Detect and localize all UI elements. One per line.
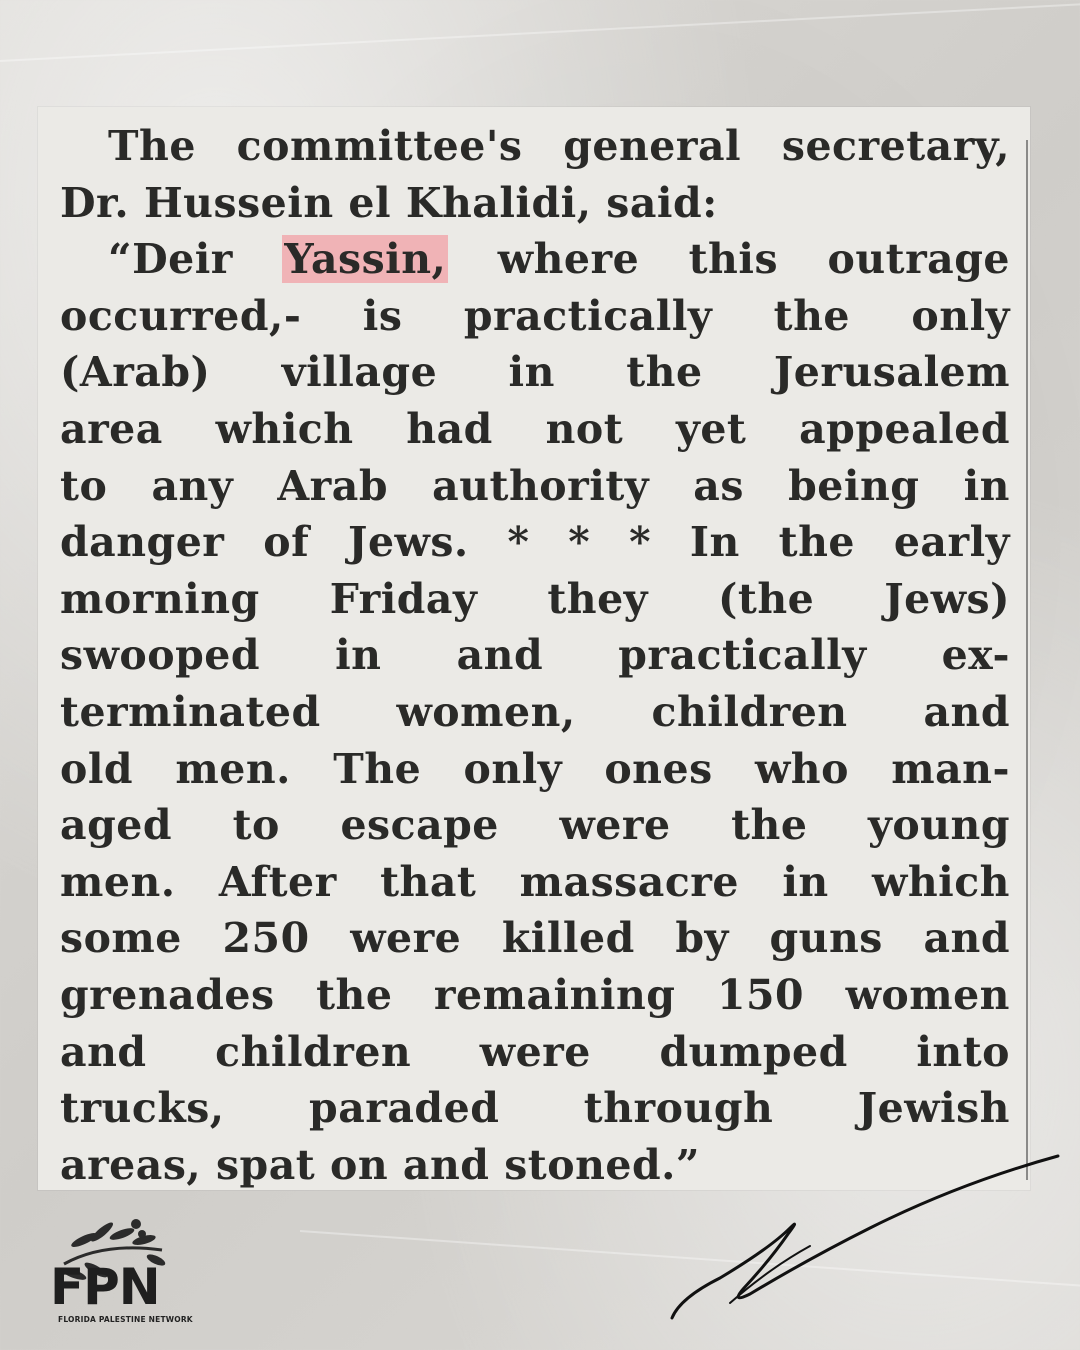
article-line: men. After that massacre in which bbox=[60, 857, 1010, 906]
article-line: (Arab) village in the Jerusalem bbox=[60, 348, 1010, 397]
article-line: morning Friday they (the Jews) bbox=[60, 574, 1010, 623]
article-text bbox=[60, 118, 1010, 1193]
logo-wordmark: FPN bbox=[50, 1258, 160, 1316]
paper-crease bbox=[0, 2, 1080, 62]
article-line: to any Arab authority as being in bbox=[60, 461, 1010, 510]
logo-subtitle: FLORIDA PALESTINE NETWORK bbox=[58, 1315, 193, 1324]
article-line: areas, spat on and stoned.” bbox=[60, 1140, 701, 1189]
article-line-highlight: “Deir Yassin, where this outrage bbox=[108, 235, 1010, 284]
column-rule bbox=[1026, 140, 1028, 1180]
article-line: and children were dumped into bbox=[60, 1027, 1010, 1076]
article-line: old men. The only ones who man- bbox=[60, 744, 1010, 793]
article-line: trucks, paraded through Jewish bbox=[60, 1084, 1010, 1133]
article-line: area which had not yet appealed bbox=[60, 404, 1010, 453]
article-line: swooped in and practically ex- bbox=[60, 631, 1010, 680]
article-line: Dr. Hussein el Khalidi, said: bbox=[60, 178, 718, 227]
article-line: occurred,- is practically the only bbox=[60, 291, 1010, 340]
signature-mark bbox=[660, 1148, 1070, 1328]
article-line: terminated women, children and bbox=[60, 687, 1010, 736]
article-line: The committee's general secretary, bbox=[108, 122, 1010, 170]
article-line: some 250 were killed by guns and bbox=[60, 914, 1010, 963]
article-line: aged to escape were the young bbox=[60, 801, 1010, 850]
article-line: grenades the remaining 150 women bbox=[60, 970, 1010, 1019]
highlighted-word: Yassin, bbox=[284, 235, 447, 284]
article-line: danger of Jews. * * * In the early bbox=[60, 518, 1010, 567]
